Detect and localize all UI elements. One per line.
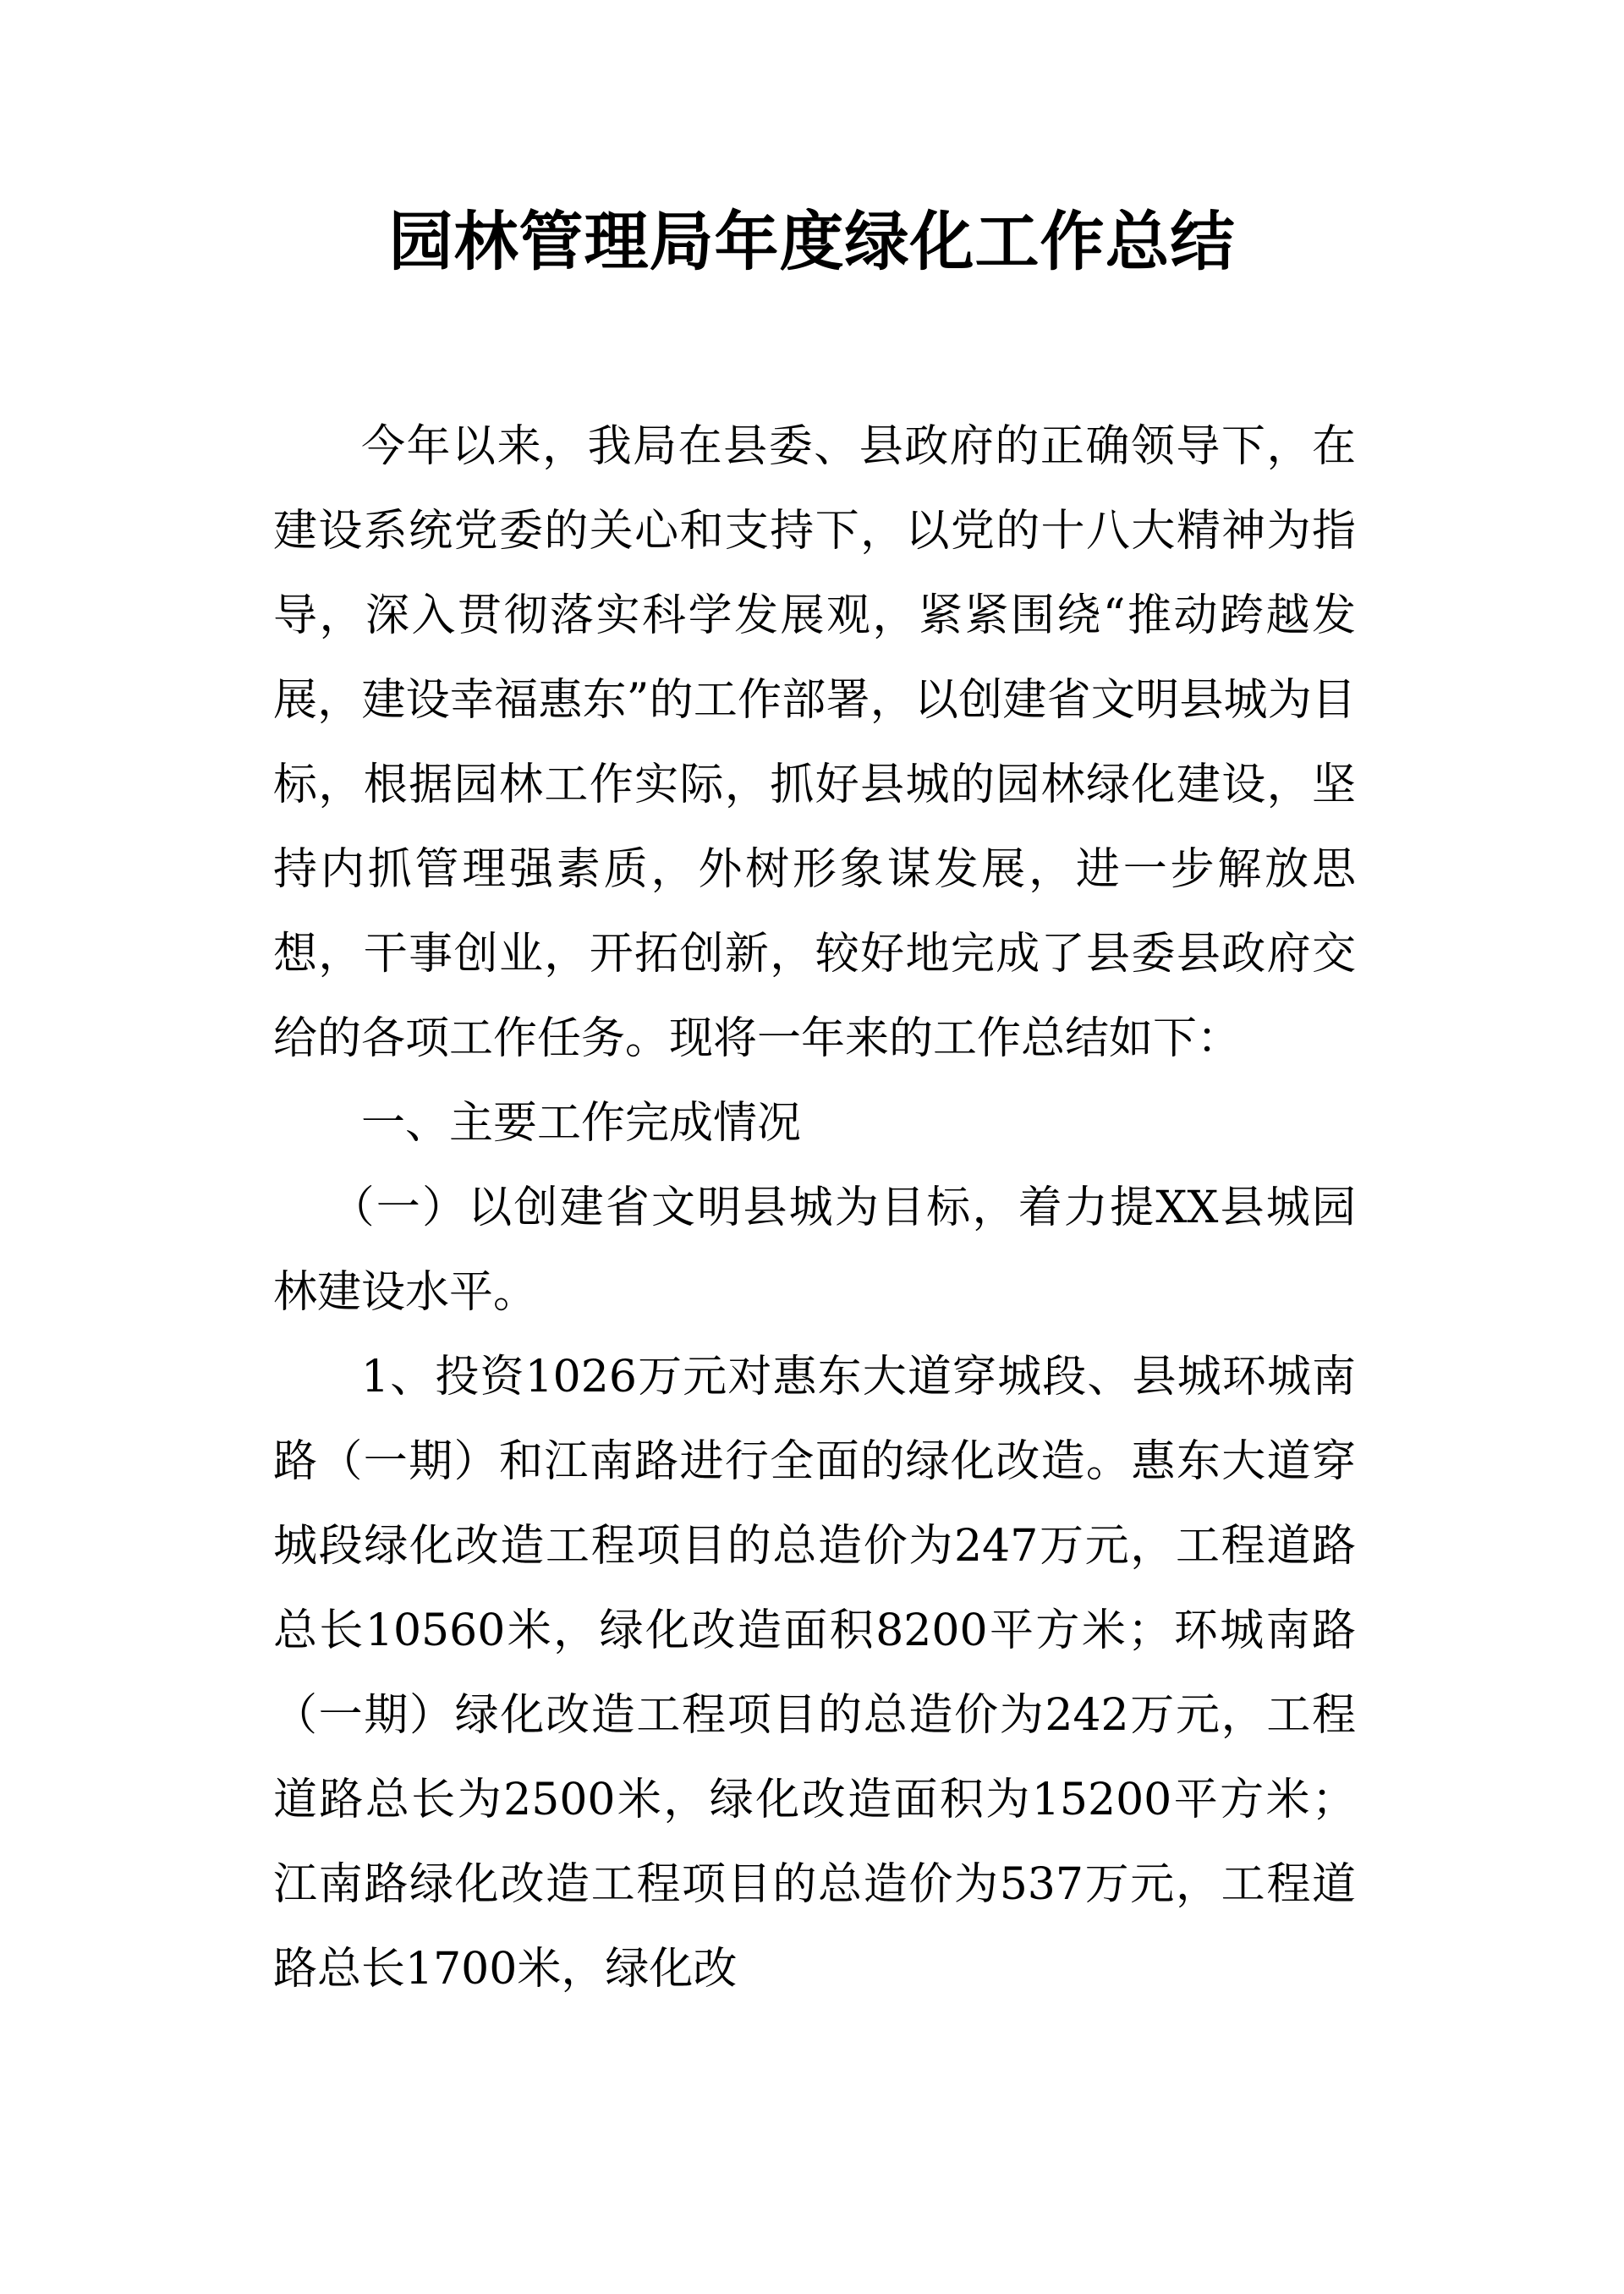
document-title: 园林管理局年度绿化工作总结 xyxy=(388,204,1236,279)
section-heading: 一、主要工作完成情况 xyxy=(361,1098,802,1149)
document-body xyxy=(273,404,1356,2011)
intro-paragraph: 今年以来，我局在县委、县政府的正确领导下，在建设系统党委的关心和支持下，以党的十八大精神为指导，深入贯彻落实科学发展观，紧紧围绕“推动跨越发展，建设幸福惠东”的工作部署，以创建省文明县城为目标，根据园林工作实际，抓好县城的园林绿化建设，坚持内抓管理强素质，外树形象谋发展，进一步解放思想，干事创业，开拓创新，较好地完成了县委县政府交给的各项工作任务。现将一年来的工作总结如下： xyxy=(273,421,1356,1064)
subsection-heading: （一）以创建省文明县城为目标，着力提XX县城园林建设水平。 xyxy=(273,1183,1356,1318)
item-paragraph: 1、投资1026万元对惠东大道穿城段、县城环城南路（一期）和江南路进行全面的绿化改造。惠东大道穿城段绿化改造工程项目的总造价为247万元，工程道路总长10560米，绿化改造面积8200平方米；环城南路（一期）绿化改造工程项目的总造价为242万元，工程道路总长为2500米，绿化改造面积为15200平方米；江南路绿化改造工程项目的总造价为537万元，工程道路总长1700米，绿化改 xyxy=(273,1352,1356,1995)
